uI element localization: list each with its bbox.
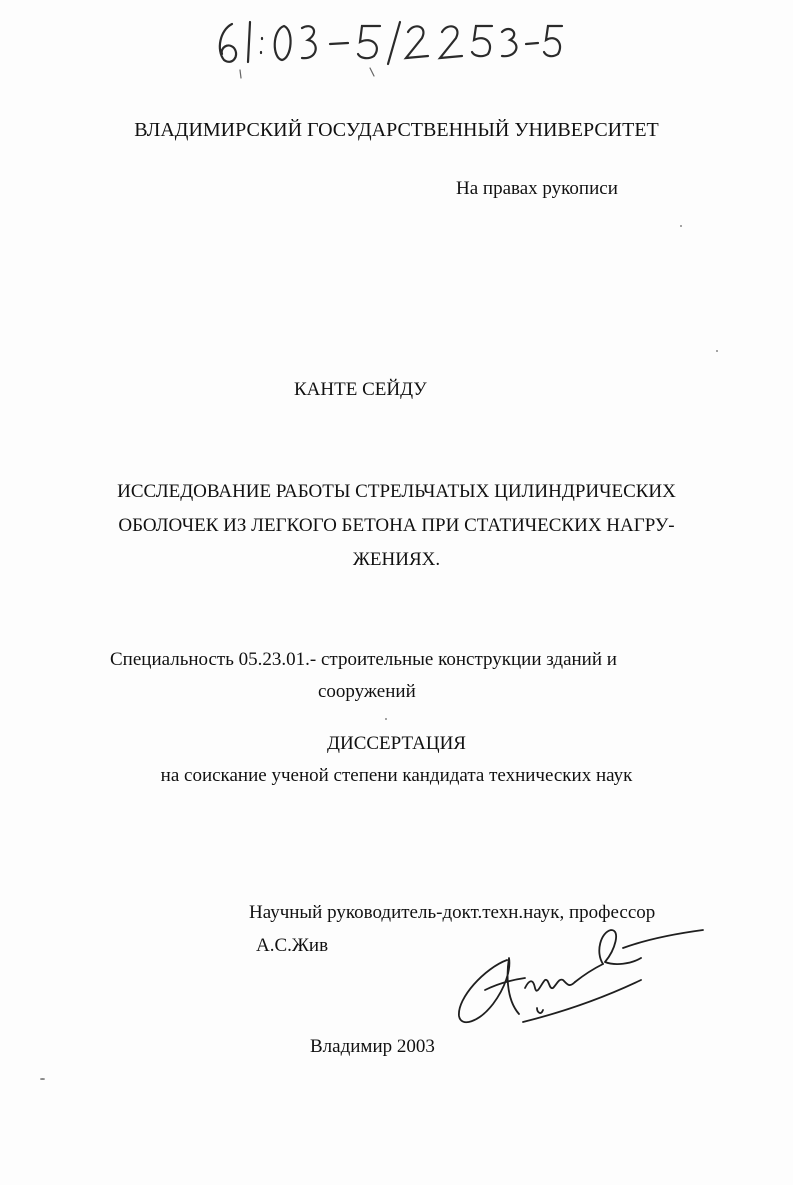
- specialty-line-2: сооружений: [318, 681, 416, 702]
- thesis-title-line-2: ОБОЛОЧЕК ИЗ ЛЕГКОГО БЕТОНА ПРИ СТАТИЧЕСКИХ НАГРУ-: [118, 515, 675, 536]
- supervisor-title: Научный руководитель-докт.техн.наук, профессор: [249, 902, 656, 923]
- signature: [445, 918, 710, 1033]
- scan-speck: [680, 225, 682, 227]
- author-name: КАНТЕ СЕЙДУ: [294, 379, 427, 400]
- thesis-title-line-3: ЖЕНИЯХ.: [352, 549, 441, 570]
- scan-speck: [40, 1078, 45, 1080]
- specialty-line-1: Специальность 05.23.01.- строительные конструкции зданий и: [110, 649, 617, 670]
- city-year: Владимир 2003: [310, 1036, 435, 1057]
- document-type: ДИССЕРТАЦИЯ: [327, 733, 466, 754]
- archive-stamp: [210, 12, 570, 82]
- degree-line: на соискание ученой степени кандидата технических наук: [160, 765, 633, 786]
- scan-speck: [716, 350, 718, 352]
- supervisor-name: А.С.Жив: [256, 935, 329, 956]
- thesis-title-line-1: ИССЛЕДОВАНИЕ РАБОТЫ СТРЕЛЬЧАТЫХ ЦИЛИНДРИЧЕСКИХ: [117, 481, 676, 502]
- university-name: ВЛАДИМИРСКИЙ ГОСУДАРСТВЕННЫЙ УНИВЕРСИТЕТ: [134, 119, 659, 141]
- rights-note: На правах рукописи: [456, 178, 618, 199]
- scan-speck: [385, 718, 387, 720]
